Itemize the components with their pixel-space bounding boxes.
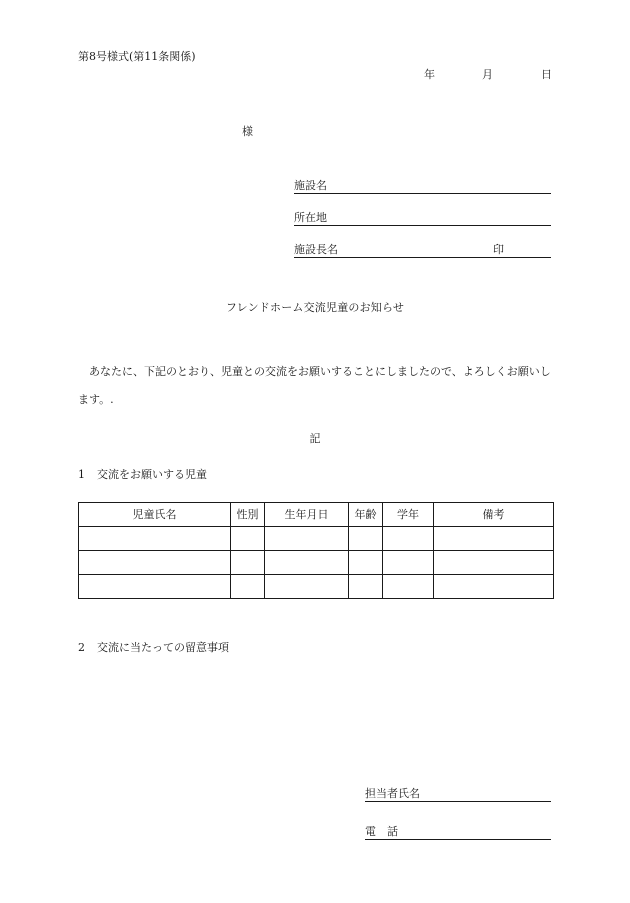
table-cell[interactable] [383, 551, 434, 575]
table-header-row [79, 503, 554, 527]
table-cell[interactable] [349, 527, 383, 551]
table-cell[interactable] [79, 575, 231, 599]
table-row [79, 527, 554, 551]
table-cell[interactable] [383, 575, 434, 599]
table-cell[interactable] [349, 575, 383, 599]
column-header: 性別 [231, 503, 265, 527]
document-title: フレンドホーム交流児童のお知らせ [225, 301, 405, 314]
section-1-number: 1 [78, 468, 85, 481]
phone-label: 電 話 [365, 824, 398, 838]
column-header: 備考 [434, 503, 554, 527]
facility-address-field[interactable] [294, 211, 551, 226]
facility-director-label: 施設長名 [294, 242, 338, 256]
table-cell[interactable] [231, 575, 265, 599]
table-cell[interactable] [383, 527, 434, 551]
table-cell[interactable] [434, 575, 554, 599]
column-header: 生年月日 [265, 503, 349, 527]
section-2-number: 2 [78, 641, 85, 654]
table-row [79, 551, 554, 575]
table-cell[interactable] [434, 527, 554, 551]
facility-name-label: 施設名 [294, 178, 327, 192]
table-cell[interactable] [79, 551, 231, 575]
table-cell[interactable] [349, 551, 383, 575]
date-year-label: 年 [424, 68, 435, 81]
table-cell[interactable] [434, 551, 554, 575]
date-day-label: 日 [541, 68, 552, 81]
facility-address-label: 所在地 [294, 210, 327, 224]
form-number: 第8号様式(第11条関係) [78, 50, 196, 63]
table-cell[interactable] [231, 551, 265, 575]
column-header: 児童氏名 [79, 503, 231, 527]
section-2-title: 交流に当たっての留意事項 [97, 641, 229, 654]
table-cell[interactable] [265, 527, 349, 551]
table-cell[interactable] [265, 551, 349, 575]
table-cell[interactable] [231, 527, 265, 551]
phone-field[interactable] [365, 825, 551, 840]
seal-mark: 印 [493, 242, 504, 256]
table-cell[interactable] [79, 527, 231, 551]
table-cell[interactable] [265, 575, 349, 599]
ki-heading: 記 [309, 432, 321, 445]
staff-name-label: 担当者氏名 [365, 786, 420, 800]
section-1-heading [78, 468, 207, 481]
column-header: 年齢 [349, 503, 383, 527]
facility-director-field[interactable] [294, 243, 551, 258]
date-month-label: 月 [482, 68, 493, 81]
column-header: 学年 [383, 503, 434, 527]
child-table [78, 502, 554, 599]
recipient-honorific: 様 [242, 125, 253, 138]
section-2-heading [78, 641, 229, 654]
facility-name-field[interactable] [294, 179, 551, 194]
body-paragraph: あなたに、下記のとおり、児童との交流をお願いすることにしましたので、よろしくお願いします。. [78, 365, 551, 406]
table-row [79, 575, 554, 599]
staff-name-field[interactable] [365, 787, 551, 802]
section-1-title: 交流をお願いする児童 [97, 468, 207, 481]
